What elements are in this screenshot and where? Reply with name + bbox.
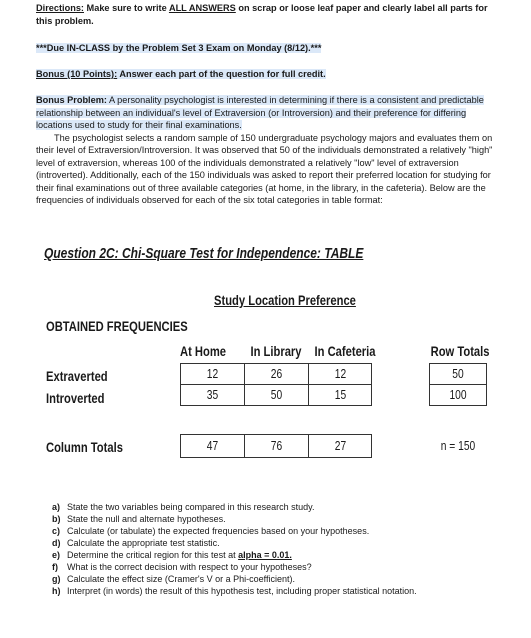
obtained-frequencies-label: OBTAINED FREQUENCIES bbox=[46, 318, 188, 334]
problem-body: The psychologist selects a random sample of 150 undergraduate psychology majors and evaluates them on their level of Extraversion/Introversion. It was observed that 50 of the individuals demonstrated a relatively "high" level of extraversion, whereas 100 of the individuals demonstrated a relatively "low" level of extraversion (introverted). Additionally, each of the 150 individuals was asked to report their preferred location for studying for their final examinations out of three available categories (at home, in the library, in the cafeteria). Below are the frequencies of individuals observed for each of the six total categories in table format: bbox=[36, 132, 493, 205]
cell-introverted-library: 50 bbox=[270, 388, 283, 402]
column-total-library: 76 bbox=[270, 439, 283, 453]
column-header-in-library: In Library bbox=[250, 343, 302, 359]
question-text: Determine the critical region for this test at bbox=[67, 550, 239, 560]
list-item bbox=[52, 537, 512, 549]
directions-emphasis: ALL ANSWERS bbox=[168, 3, 236, 13]
cell-extraverted-cafeteria: 12 bbox=[334, 367, 347, 381]
question-label: h) bbox=[52, 586, 61, 596]
due-notice bbox=[36, 42, 504, 55]
column-header-row-totals: Row Totals bbox=[430, 343, 490, 359]
column-total-home: 47 bbox=[206, 439, 219, 453]
directions-text: Make sure to write bbox=[84, 3, 169, 13]
question-label: c) bbox=[52, 526, 61, 536]
problem-paragraph bbox=[36, 94, 504, 207]
cell-extraverted-library: 26 bbox=[270, 367, 283, 381]
list-item bbox=[52, 513, 512, 525]
question-label: f) bbox=[52, 562, 58, 572]
row-label-introverted: Introverted bbox=[46, 390, 105, 406]
column-header-in-cafeteria: In Cafeteria bbox=[314, 343, 376, 359]
directions-label: Directions: bbox=[36, 3, 84, 13]
grid-divider bbox=[308, 434, 309, 458]
problem-intro: A personality psychologist is interested in determining if there is a consistent and predictable relationship between an individual's level of Extraversion (or Introversion) and their preference for differing locations used to study for their final examinations. bbox=[36, 95, 484, 130]
cell-introverted-home: 35 bbox=[206, 388, 219, 402]
problem-label: Bonus Problem: bbox=[36, 95, 107, 105]
list-item bbox=[52, 525, 512, 537]
question-text: State the null and alternate hypotheses. bbox=[67, 514, 226, 524]
column-header-at-home: At Home bbox=[179, 343, 227, 359]
grid-divider bbox=[180, 384, 372, 385]
question-text: Calculate the effect size (Cramer's V or a Phi-coefficient). bbox=[67, 574, 295, 584]
cell-extraverted-home: 12 bbox=[206, 367, 219, 381]
due-text: ***Due IN-CLASS by the Problem Set 3 Exam on Monday (8/12).*** bbox=[36, 43, 322, 53]
alpha-emphasis: alpha = 0.01. bbox=[238, 550, 292, 560]
column-total-cafeteria: 27 bbox=[334, 439, 347, 453]
bonus-line bbox=[36, 68, 504, 81]
list-item bbox=[52, 561, 512, 573]
bonus-text: Answer each part of the question for full credit. bbox=[117, 69, 326, 79]
list-item bbox=[52, 549, 512, 561]
directions-paragraph bbox=[36, 2, 504, 27]
question-text: Calculate (or tabulate) the expected frequencies based on your hypotheses. bbox=[67, 526, 370, 536]
list-item bbox=[52, 501, 512, 513]
question-list bbox=[52, 501, 512, 597]
question-label: e) bbox=[52, 550, 61, 560]
row-total-extraverted: 50 bbox=[452, 367, 464, 381]
directions-text-end: on scrap or loose leaf paper and clearly label all parts for this problem. bbox=[36, 3, 488, 26]
list-item bbox=[52, 573, 512, 585]
question-text: Interpret (in words) the result of this hypothesis test, including proper statistical notation. bbox=[67, 586, 417, 596]
question-label: b) bbox=[52, 514, 61, 524]
question-text: What is the correct decision with respect to your hypotheses? bbox=[67, 562, 312, 572]
grid-divider bbox=[429, 384, 487, 385]
row-label-extraverted: Extraverted bbox=[46, 368, 108, 384]
table-title: Question 2C: Chi-Square Test for Independence: TABLE bbox=[44, 245, 364, 262]
grid-divider bbox=[244, 434, 245, 458]
cell-introverted-cafeteria: 15 bbox=[334, 388, 347, 402]
bonus-label: Bonus (10 Points): bbox=[36, 69, 118, 79]
question-text: Calculate the appropriate test statistic. bbox=[67, 538, 220, 548]
row-total-introverted: 100 bbox=[449, 388, 467, 402]
question-text: State the two variables being compared in this research study. bbox=[67, 502, 315, 512]
question-label: a) bbox=[52, 502, 61, 512]
column-totals-label: Column Totals bbox=[46, 439, 123, 455]
list-item bbox=[52, 585, 512, 597]
study-location-heading: Study Location Preference bbox=[214, 292, 356, 308]
question-label: d) bbox=[52, 538, 61, 548]
grand-total: n = 150 bbox=[440, 439, 476, 453]
question-label: g) bbox=[52, 574, 61, 584]
